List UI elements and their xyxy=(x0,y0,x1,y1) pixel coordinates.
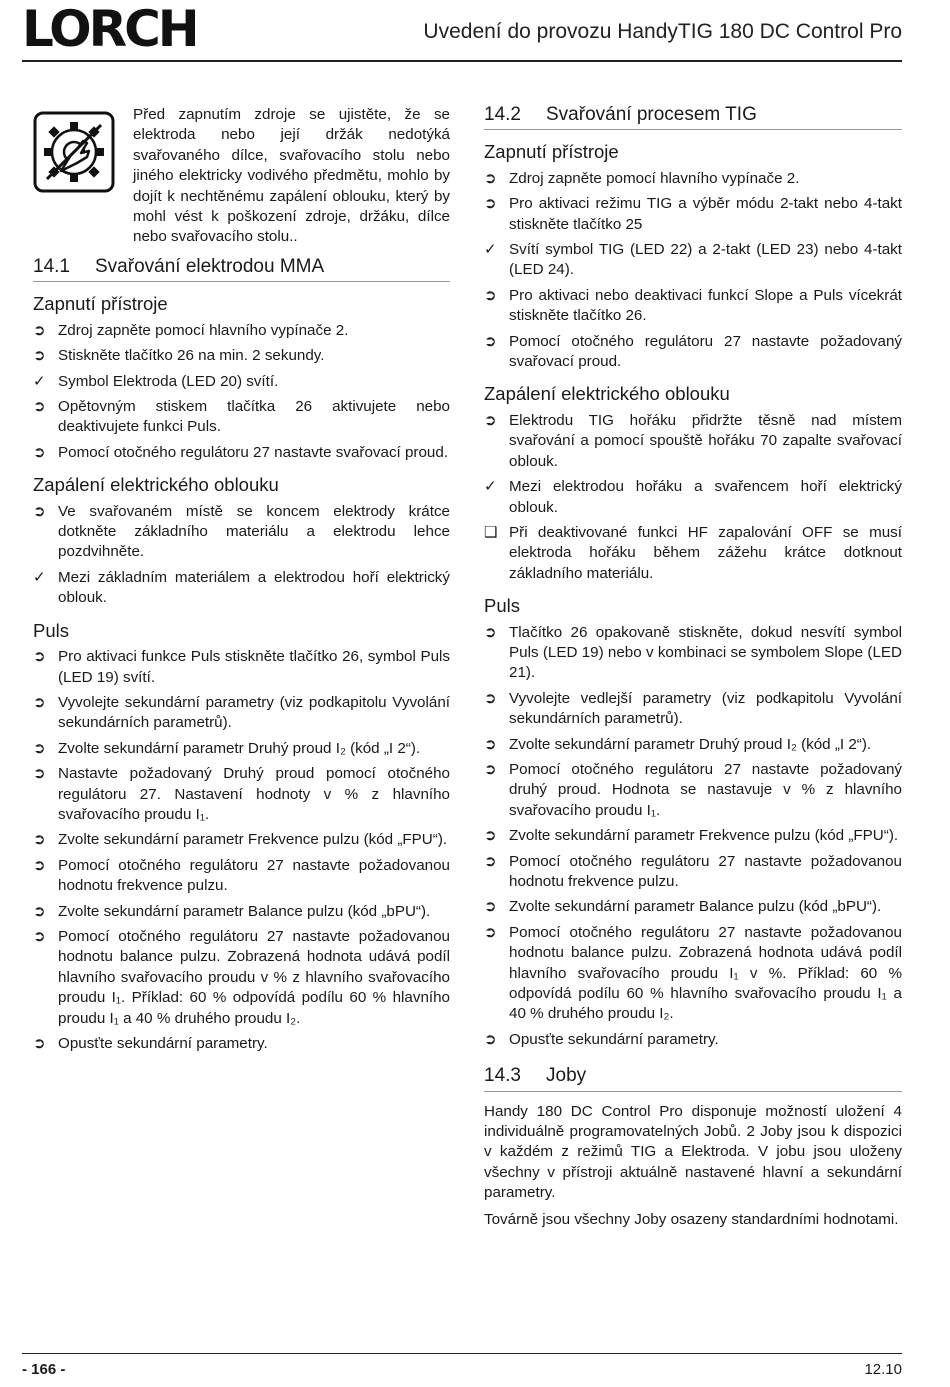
list-item xyxy=(484,897,902,917)
action-arrow-icon: ➲ xyxy=(484,169,497,187)
list-item-text: Symbol Elektroda (LED 20) svítí. xyxy=(58,372,279,390)
list-item xyxy=(484,1030,902,1050)
list-item xyxy=(484,523,902,584)
action-arrow-icon: ➲ xyxy=(33,831,46,849)
action-arrow-icon: ➲ xyxy=(33,856,46,874)
action-arrow-icon: ➲ xyxy=(484,827,497,845)
list-item-text: Pomocí otočného regulátoru 27 nastavte požadovanou hodnotu balance pulzu. Zobrazená hodnota udává podíl hlavního svařovacího proudu I₁ v %. Příklad: 60 % odpovídá podílu 60 % hlavního svařovacího proudu I₁ a 40 % druhého proudu I₂. xyxy=(509,923,902,1023)
section-number: 14.3 xyxy=(484,1065,521,1087)
list-item-text: Zvolte sekundární parametr Druhý proud I₂ (kód „I 2“). xyxy=(509,735,872,753)
list-item xyxy=(484,240,902,281)
action-arrow-icon: ➲ xyxy=(484,623,497,641)
document-version: 12.10 xyxy=(864,1361,902,1378)
list-item xyxy=(33,568,450,609)
list-item-text: Tlačítko 26 opakovaně stiskněte, dokud nesvítí symbol Puls (LED 19) nebo v kombinaci se symbolem Slope (LED 21). xyxy=(509,623,902,682)
list-item-text: Pomocí otočného regulátoru 27 nastavte požadovaný druhý proud. Hodnota se nastavuje v % z hlavního svařovacího proudu I₁. xyxy=(509,760,902,819)
action-arrow-icon: ➲ xyxy=(33,443,46,461)
action-arrow-icon: ➲ xyxy=(484,195,497,213)
warning-box xyxy=(33,105,450,247)
list-item-text: Zdroj zapněte pomocí hlavního vypínače 2. xyxy=(509,169,800,187)
action-arrow-icon: ➲ xyxy=(33,502,46,520)
list-item xyxy=(33,830,450,850)
list-item-text: Pomocí otočného regulátoru 27 nastavte požadovanou hodnotu frekvence pulzu. xyxy=(58,856,450,895)
action-arrow-icon: ➲ xyxy=(33,765,46,783)
list-item xyxy=(484,169,902,189)
list-item-text: Pro aktivaci nebo deaktivaci funkcí Slope a Puls vícekrát stiskněte tlačítko 26. xyxy=(509,286,902,325)
list-item xyxy=(33,372,450,392)
action-arrow-icon: ➲ xyxy=(484,898,497,916)
checkmark-icon: ✓ xyxy=(484,478,497,496)
list-item-text: Pro aktivaci režimu TIG a výběr módu 2-takt nebo 4-takt stiskněte tlačítko 25 xyxy=(509,195,902,233)
action-arrow-icon: ➲ xyxy=(33,321,46,339)
list-item xyxy=(484,477,902,518)
action-arrow-icon: ➲ xyxy=(484,1030,497,1048)
section-heading-14-1 xyxy=(33,257,450,282)
list-item-text: Opětovným stiskem tlačítka 26 aktivujete nebo deaktivujete funkci Puls. xyxy=(58,398,450,436)
list-item xyxy=(33,927,450,1029)
list-item-text: Opusťte sekundární parametry. xyxy=(509,1030,719,1048)
action-arrow-icon: ➲ xyxy=(33,347,46,365)
page-header-title: Uvedení do provozu HandyTIG 180 DC Control Pro xyxy=(423,20,902,43)
list-item xyxy=(484,194,902,235)
section-number: 14.2 xyxy=(484,104,521,125)
list-item-text: Ve svařovaném místě se koncem elektrody krátce dotkněte základního materiálu a elektrodu lehce pozdvihněte. xyxy=(58,502,450,561)
list-item xyxy=(484,623,902,684)
list-item-text: Stiskněte tlačítko 26 na min. 2 sekundy. xyxy=(58,347,325,365)
right-column xyxy=(484,105,902,1236)
list-item xyxy=(33,856,450,897)
checkmark-icon: ✓ xyxy=(33,372,46,390)
right-blocks xyxy=(484,142,902,1050)
list-item xyxy=(484,411,902,472)
list-item-text: Zvolte sekundární parametr Balance pulzu (kód „bPU“). xyxy=(509,898,882,916)
list-item xyxy=(484,735,902,755)
page-number: - 166 - xyxy=(22,1361,66,1378)
list-item xyxy=(484,852,902,893)
list-item xyxy=(33,321,450,341)
list-item xyxy=(484,923,902,1025)
list-item-text: Zvolte sekundární parametr Balance pulzu (kód „bPU“). xyxy=(58,902,431,920)
gear-hand-warning-icon xyxy=(33,111,115,193)
left-column xyxy=(33,105,450,1059)
list-item-text: Pomocí otočného regulátoru 27 nastavte požadovaný svařovací proud. xyxy=(509,332,902,371)
list-item xyxy=(33,764,450,825)
action-arrow-icon: ➲ xyxy=(33,648,46,666)
list-item xyxy=(33,647,450,688)
footer-divider xyxy=(22,1353,902,1354)
action-arrow-icon: ➲ xyxy=(484,286,497,304)
action-arrow-icon: ➲ xyxy=(484,332,497,350)
action-arrow-icon: ➲ xyxy=(33,902,46,920)
list-item-text: Zvolte sekundární parametr Druhý proud I₂ (kód „I 2“). xyxy=(58,739,421,757)
list-item xyxy=(33,693,450,734)
list-item xyxy=(484,826,902,846)
action-arrow-icon: ➲ xyxy=(33,693,46,711)
action-arrow-icon: ➲ xyxy=(33,739,46,757)
action-arrow-icon: ➲ xyxy=(484,735,497,753)
list-item-text: Svítí symbol TIG (LED 22) a 2-takt (LED 23) nebo 4-takt (LED 24). xyxy=(509,241,902,279)
list-item-text: Pomocí otočného regulátoru 27 nastavte požadovanou hodnotu balance pulzu. Zobrazená hodnota udává podíl hlavního svařovacího proudu v % z hlavního svařovacího proudu I₁. Příklad: 60 % odpovídá podílu 60 % hlavního proudu I₁ a 40 % druhého proudu I₂. xyxy=(58,927,450,1027)
subsection-heading: Puls xyxy=(33,619,69,641)
action-arrow-icon: ➲ xyxy=(33,398,46,416)
warning-text: Před zapnutím zdroje se ujistěte, že se elektroda nebo její držák nedotýká svařovaného dílce, svařovacího stolu nebo jiného elektricky vodivého předmětu, mohlo by dojít k nechtěnému zapálení oblouku, který by mohl vést k poškození zdroje, držáku, dílce nebo svařovacího stolu.. xyxy=(133,106,450,246)
list-item xyxy=(33,1034,450,1054)
list-item-text: Vyvolejte vedlejší parametry (viz podkapitolu Vyvolání sekundárních parametrů). xyxy=(509,689,902,728)
action-arrow-icon: ➲ xyxy=(484,411,497,429)
jobs-paragraph: Handy 180 DC Control Pro disponuje možností uložení 4 individuálně programovatelných Jobů. 2 Joby jsou k dispozici v každém z režimů TIG a Elektroda. V jobu jsou uloženy všechny v přístroji aktuálně nastavené hlavní a sekundární parametry. xyxy=(484,1102,902,1202)
list-item-text: Pro aktivaci funkce Puls stiskněte tlačítko 26, symbol Puls (LED 19) svítí. xyxy=(58,648,450,686)
action-arrow-icon: ➲ xyxy=(33,1035,46,1052)
subsection-heading: Zapálení elektrického oblouku xyxy=(484,383,730,405)
list-item-text: Pomocí otočného regulátoru 27 nastavte požadovanou hodnotu frekvence pulzu. xyxy=(509,852,902,890)
list-item-text: Elektrodu TIG hořáku přidržte těsně nad místem svařování a pomocí spouště hořáku 70 zapalte svařovací oblouk. xyxy=(509,411,902,470)
action-arrow-icon: ➲ xyxy=(484,689,497,707)
section-title: Svařování elektrodou MMA xyxy=(95,256,325,277)
action-arrow-icon: ➲ xyxy=(33,927,46,945)
header-divider xyxy=(22,60,902,62)
subsection-heading: Zapnutí přístroje xyxy=(484,141,619,163)
list-item xyxy=(33,902,450,922)
list-item-text: Zvolte sekundární parametr Frekvence pulzu (kód „FPU“). xyxy=(58,831,448,849)
subsection-heading: Zapálení elektrického oblouku xyxy=(33,474,279,496)
list-item xyxy=(33,502,450,563)
lorch-logo: LORCH xyxy=(22,0,197,58)
list-item-text: Při deaktivované funkci HF zapalování OFF se musí elektroda hořáku během zážehu krátce dotknout základního materiálu. xyxy=(509,523,902,582)
list-item-text: Nastavte požadovaný Druhý proud pomocí otočného regulátoru 27. Nastavení hodnoty v % z hlavního svařovacího proudu I₁. xyxy=(58,765,450,823)
checkbox-icon: ❑ xyxy=(484,523,498,541)
list-item xyxy=(484,286,902,327)
section-heading-14-3 xyxy=(484,1066,902,1091)
left-blocks xyxy=(33,294,450,1054)
list-item-text: Vyvolejte sekundární parametry (viz podkapitolu Vyvolání sekundárních parametrů). xyxy=(58,693,450,732)
list-item xyxy=(33,443,450,463)
list-item-text: Zdroj zapněte pomocí hlavního vypínače 2. xyxy=(58,321,349,339)
list-item xyxy=(484,689,902,730)
list-item xyxy=(33,739,450,759)
list-item xyxy=(484,332,902,373)
checkmark-icon: ✓ xyxy=(484,241,497,259)
list-item xyxy=(484,760,902,821)
list-item-text: Zvolte sekundární parametr Frekvence pulzu (kód „FPU“). xyxy=(509,827,899,845)
section-heading-14-2 xyxy=(484,105,902,130)
section-number: 14.1 xyxy=(33,256,70,277)
subsection-heading: Puls xyxy=(484,595,520,617)
subsection-heading: Zapnutí přístroje xyxy=(33,293,168,315)
checkmark-icon: ✓ xyxy=(33,568,46,586)
section-title: Joby xyxy=(546,1065,587,1087)
jobs-paragraph: Továrně jsou všechny Joby osazeny standardními hodnotami. xyxy=(484,1210,899,1228)
list-item-text: Pomocí otočného regulátoru 27 nastavte svařovací proud. xyxy=(58,443,449,461)
section-title: Svařování procesem TIG xyxy=(546,104,757,125)
list-item-text: Opusťte sekundární parametry. xyxy=(58,1035,268,1052)
list-item xyxy=(33,346,450,366)
list-item xyxy=(33,397,450,438)
action-arrow-icon: ➲ xyxy=(484,852,497,870)
action-arrow-icon: ➲ xyxy=(484,923,497,941)
action-arrow-icon: ➲ xyxy=(484,760,497,778)
list-item-text: Mezi elektrodou hořáku a svařencem hoří elektrický oblouk. xyxy=(509,478,902,516)
list-item-text: Mezi základním materiálem a elektrodou hoří elektrický oblouk. xyxy=(58,568,450,607)
